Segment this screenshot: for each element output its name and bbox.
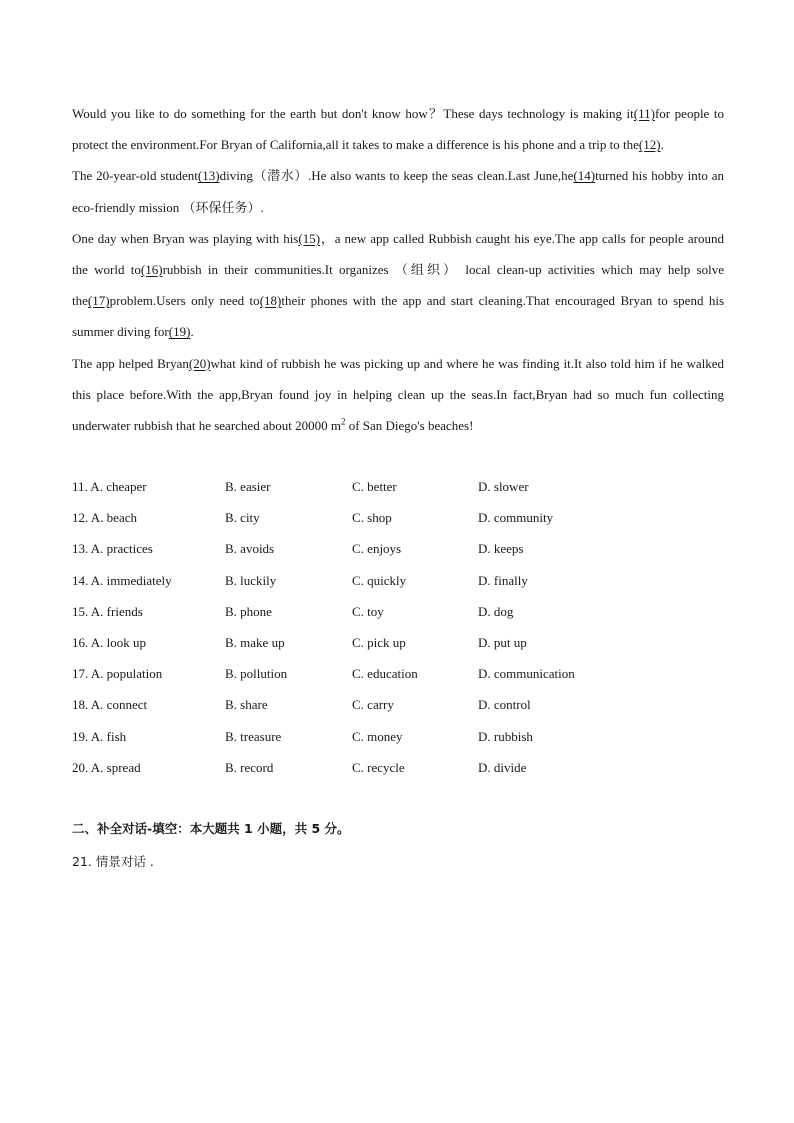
option-d: D. control (478, 697, 531, 713)
option-b: B. record (225, 759, 274, 775)
blank-20: (20) (188, 355, 211, 371)
passage-text: problem.Users only need to (109, 293, 260, 309)
option-a: 20. A. spread (72, 759, 141, 775)
passage-text: ，a new app called Rubbish caught his eye.The app calls for people around the world to (72, 230, 724, 278)
question-row-13 (72, 533, 724, 564)
passage-paragraph-2 (72, 160, 724, 222)
option-a: 14. A. immediately (72, 572, 172, 588)
question-row-19 (72, 721, 724, 752)
question-row-12 (72, 502, 724, 533)
option-b: B. easier (225, 479, 271, 494)
passage-text: The app helped Bryan (72, 355, 189, 371)
passage-text: Would you like to do something for the earth but don't know how？These days technology is making it (72, 106, 634, 121)
passage-text: for people to protect the environment.For Bryan of California,all it takes to make a difference is his phone and a trip to the (72, 106, 725, 153)
question-21: 21. 情景对话 . (72, 854, 154, 869)
question-row-16 (72, 627, 724, 658)
question-row-11 (72, 471, 724, 502)
passage-paragraph-4 (72, 348, 724, 442)
question-row-15 (72, 596, 724, 627)
passage-paragraph-1 (72, 98, 724, 160)
passage-text: rubbish in their communities.It organizes （组织） local clean-up activities which may help solve the (72, 262, 724, 309)
blank-11: (11) (633, 106, 655, 121)
option-b: B. pollution (225, 666, 288, 682)
option-d: D. dog (478, 603, 514, 619)
option-c: C. better (352, 479, 397, 494)
superscript-2: 2 (340, 416, 346, 427)
option-d: D. keeps (478, 541, 524, 557)
option-d: D. divide (478, 759, 527, 775)
option-b: B. city (225, 510, 260, 526)
passage-text: of San Diego's beaches! (345, 418, 474, 434)
option-d: D. slower (478, 479, 529, 494)
option-c: C. money (352, 728, 403, 744)
question-row-17 (72, 658, 724, 689)
option-c: C. shop (352, 510, 392, 526)
passage-paragraph-3 (72, 223, 724, 348)
option-c: C. recycle (352, 759, 405, 775)
question-row-20 (72, 752, 724, 783)
option-a: 13. A. practices (72, 541, 153, 557)
option-d: D. finally (478, 572, 528, 588)
blank-18: (18) (259, 293, 282, 309)
option-b: B. avoids (225, 541, 275, 557)
passage-text: . (190, 324, 194, 340)
passage-text: One day when Bryan was playing with his (72, 230, 299, 246)
option-a: 12. A. beach (72, 510, 137, 526)
cloze-passage (72, 98, 724, 441)
option-d: D. community (478, 510, 554, 526)
passage-text: turned his hobby into an eco-friendly mission （环保任务）. (72, 168, 724, 215)
blank-19: (19) (168, 324, 191, 340)
blank-16: (16) (140, 262, 163, 278)
option-c: C. enjoys (352, 541, 402, 557)
option-b: B. luckily (225, 572, 277, 588)
passage-text: their phones with the app and start cleaning.That encouraged Bryan to spend his summer diving for (72, 293, 724, 340)
option-c: C. toy (352, 603, 384, 619)
passage-text: diving（潜水）.He also wants to keep the seas clean.Last June,he (219, 168, 574, 184)
option-a: 18. A. connect (72, 697, 148, 713)
passage-text: what kind of rubbish he was picking up and where he was finding it.It also told him if he walked this place before.With the app,Bryan found joy in helping clean up the seas.In fact,Bryan had so much fun collecting underwater rubbish that he searched about 20000 m (72, 355, 724, 434)
blank-14: (14) (573, 168, 596, 184)
blank-12: (12) (638, 137, 661, 153)
option-b: B. treasure (225, 728, 282, 744)
option-c: C. pick up (352, 634, 406, 650)
question-row-18 (72, 689, 724, 720)
section-title: 二、补全对话-填空：本大题共 1 小题，共 5 分。 (72, 821, 350, 836)
answer-options (72, 471, 724, 783)
blank-17: (17) (87, 293, 110, 309)
passage-text: The 20-year-old student (72, 168, 198, 184)
option-a: 15. A. friends (72, 603, 143, 619)
blank-13: (13) (197, 168, 220, 184)
option-a: 16. A. look up (72, 634, 147, 650)
option-c: C. education (352, 666, 418, 682)
question-row-14 (72, 565, 724, 596)
option-a: 11. A. cheaper (72, 479, 147, 494)
option-a: 19. A. fish (72, 728, 127, 744)
option-d: D. rubbish (478, 728, 533, 744)
section-dialogue (72, 812, 724, 878)
blank-15: (15) (298, 230, 321, 246)
option-d: D. communication (478, 666, 575, 682)
option-b: B. phone (225, 603, 272, 619)
option-c: C. carry (352, 697, 394, 713)
option-b: B. share (225, 697, 268, 713)
option-d: D. put up (478, 634, 527, 650)
option-b: B. make up (225, 634, 285, 650)
passage-text: . (660, 137, 664, 153)
option-a: 17. A. population (72, 666, 163, 682)
option-c: C. quickly (352, 572, 407, 588)
